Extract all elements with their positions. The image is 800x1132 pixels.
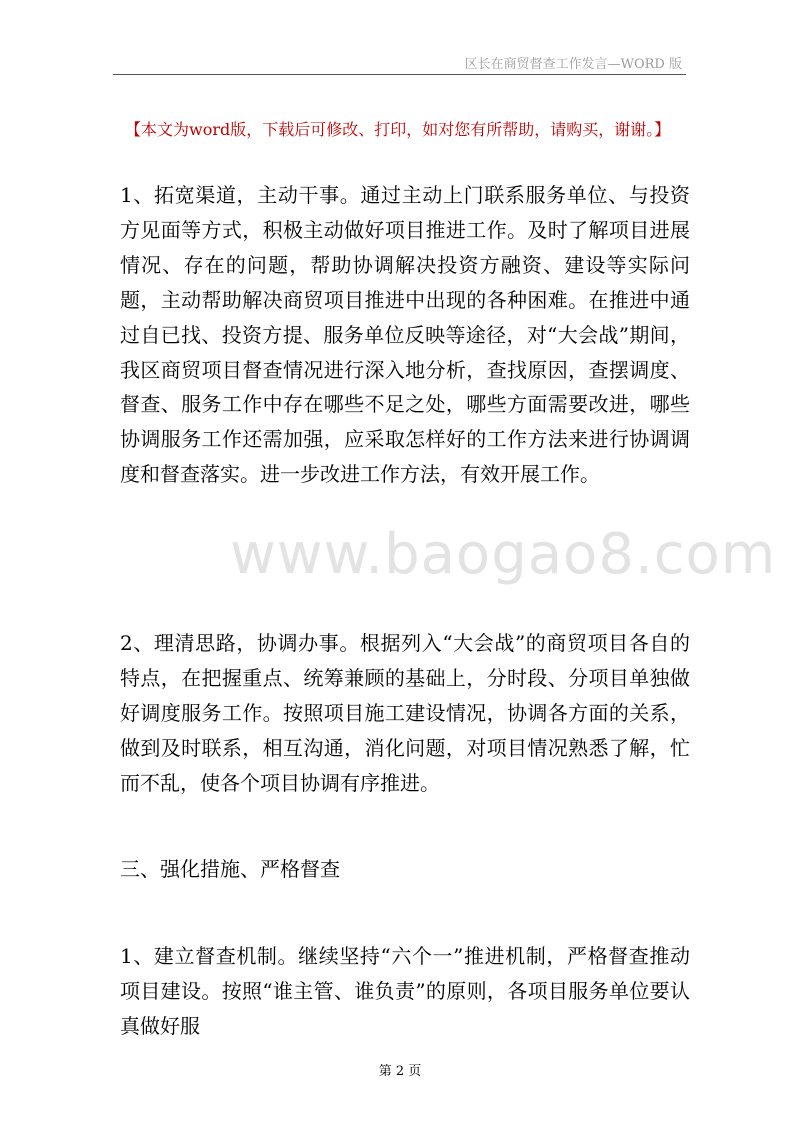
running-header: 区长在商贸督查工作发言—WORD 版 [464,57,682,72]
paragraph-clarify-thinking: 2、理清思路，协调办事。根据列入“大会战”的商贸项目各自的特点，在把握重点、统筹兼顾的基础上，分时段、分项目单独做好调度服务工作。按照项目施工建设情况，协调各方面的关系，做到及时联系，相互沟通，消化问题，对项目情况熟悉了解，忙而不乱，使各个项目协调有序推进。 [120,631,690,795]
page-number: 第 2 页 [378,1064,422,1079]
section-heading-strengthen-measures: 三、强化措施、严格督查 [120,857,340,881]
watermark: www.baogao8.com [230,522,777,587]
paragraph-broaden-channels: 1、拓宽渠道，主动干事。通过主动上门联系服务单位、与投资方见面等方式，积极主动做好项目推进工作。及时了解项目进展情况、存在的问题，帮助协调解决投资方融资、建设等实际问题，主动帮助解决商贸项目推进中出现的各种困难。在推进中通过自已找、投资方提、服务单位反映等途径，对“大会战”期间，我区商贸项目督查情况进行深入地分析，查找原因，查摆调度、督查、服务工作中存在哪些不足之处，哪些方面需要改进，哪些协调服务工作还需加强，应采取怎样好的工作方法来进行协调调度和督查落实。进一步改进工作方法，有效开展工作。 [120,183,690,487]
header-divider [113,74,686,75]
download-notice: 【本文为word版，下载后可修改、打印，如对您有所帮助，请购买，谢谢。】 [125,120,671,139]
paragraph-supervision-mechanism: 1、建立督查机制。继续坚持“六个一”推进机制，严格督查推动项目建设。按照“谁主管、谁负责”的原则，各项目服务单位要认真做好服 [120,944,690,1038]
